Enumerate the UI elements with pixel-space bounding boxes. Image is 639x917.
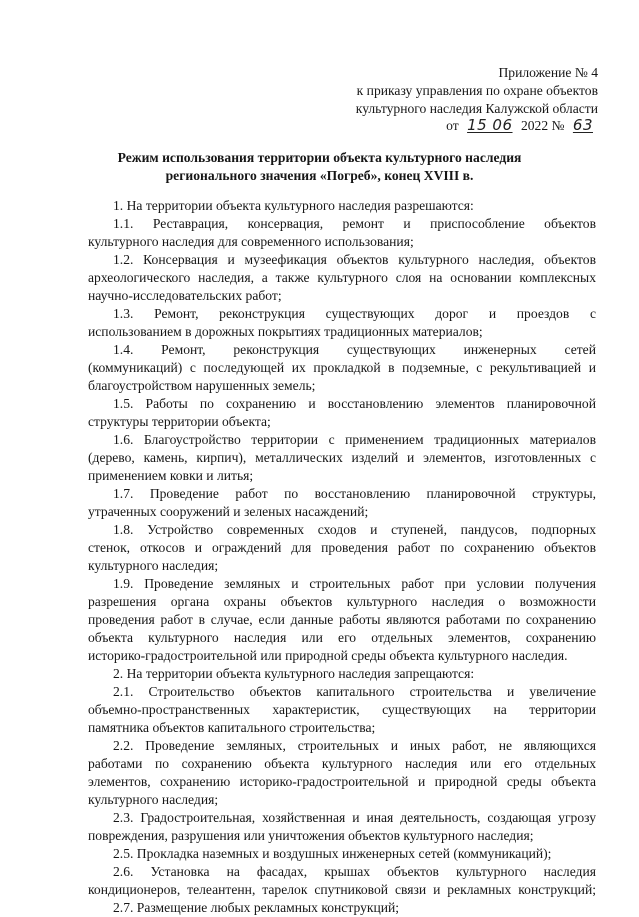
order-reference: к приказу управления по охране объектов <box>356 83 598 98</box>
date-year: 2022 № <box>520 118 565 133</box>
order-date-line <box>446 116 598 135</box>
document-title-line-1: Режим использования территории объекта культурного наследия <box>117 150 522 165</box>
section-2-heading: 2. На территории объекта культурного наследия запрещаются: <box>113 666 475 681</box>
appendix-number: Приложение № 4 <box>498 65 598 80</box>
document-title-line-2: регионального значения «Погреб», конец XVIII в. <box>165 168 474 183</box>
text-line: культурного наследия; <box>88 792 219 807</box>
text-line: 2.5. Прокладка наземных и воздушных инженерных сетей (коммуникаций); <box>113 846 552 861</box>
text-line: научно-исследовательских работ; <box>88 288 282 303</box>
text-line: 2.1. Строительство объектов капитального строительства и увеличение <box>113 684 596 699</box>
text-line: культурного наследия для современного использования; <box>88 234 414 249</box>
text-line: использованием в дорожных покрытиях традиционных материалов; <box>88 324 483 339</box>
text-line: 1.4. Ремонт, реконструкция существующих инженерных сетей <box>113 342 596 357</box>
text-line: 1.3. Ремонт, реконструкция существующих дорог и проездов с <box>113 306 596 321</box>
text-line: кондиционеров, телеантенн, тарелок спутниковой связи и рекламных конструкций; <box>88 882 596 897</box>
text-line: объекта культурного наследия или его отдельных элементов, сохранению <box>88 630 596 645</box>
text-line: культурного наследия; <box>88 558 219 573</box>
text-line: благоустройством нарушенных земель; <box>88 378 316 393</box>
text-line: 1.6. Благоустройство территории с применением традиционных материалов <box>113 432 596 447</box>
text-line: структуры территории объекта; <box>88 414 271 429</box>
authority-name: культурного наследия Калужской области <box>355 101 598 116</box>
text-line: 1.5. Работы по сохранению и восстановлению элементов планировочной <box>113 396 596 411</box>
handwritten-date: 15 06 <box>467 116 513 134</box>
text-line: проведения работ в случае, если данные работы являются работами по сохранению <box>88 612 596 627</box>
text-line: 2.7. Размещение любых рекламных конструкций; <box>113 900 400 915</box>
text-line: 2.3. Градостроительная, хозяйственная и иная деятельность, создающая угрозу <box>113 810 596 825</box>
text-line: историко-градостроительной или природной среды объекта культурного наследия. <box>88 648 568 663</box>
text-line: объемно-пространственных характеристик, существующих на территории <box>88 702 596 717</box>
text-line: 1.9. Проведение земляных и строительных работ при условии получения <box>113 576 596 591</box>
text-line: разрешения органа охраны объектов культурного наследия о возможности <box>88 594 596 609</box>
text-line: 1.7. Проведение работ по восстановлению планировочной структуры, <box>113 486 596 501</box>
section-1-heading: 1. На территории объекта культурного наследия разрешаются: <box>113 198 474 213</box>
text-line: утраченных сооружений и зеленых насаждений; <box>88 504 369 519</box>
text-line: памятника объектов капитального строительства; <box>88 720 376 735</box>
text-line: 2.2. Проведение земляных, строительных и иных работ, не являющихся <box>113 738 596 753</box>
text-line: элементов, сохранению историко-градостроительной и природной среды объекта <box>88 774 596 789</box>
text-line: 2.6. Установка на фасадах, крышах объектов культурного наследия <box>113 864 596 879</box>
text-line: работами по сохранению объекта культурного наследия или его отдельных <box>88 756 596 771</box>
text-line: 1.1. Реставрация, консервация, ремонт и приспособление объектов <box>113 216 596 231</box>
text-line: (коммуникаций) с последующей их прокладкой в подземные, с рекультивацией и <box>88 360 596 375</box>
text-line: применением ковки и литья; <box>88 468 254 483</box>
text-line: 1.2. Консервация и музеефикация объектов культурного наследия, объектов <box>113 252 596 267</box>
text-line: 1.8. Устройство современных сходов и ступеней, пандусов, подпорных <box>113 522 596 537</box>
text-line: археологического наследия, а также культурного слоя на основании комплексных <box>88 270 596 285</box>
handwritten-number: 63 <box>572 116 593 134</box>
text-line: повреждения, разрушения или уничтожения объектов культурного наследия; <box>88 828 534 843</box>
text-line: стенок, откосов и ограждений для проведения работ по сохранению объектов <box>88 540 596 555</box>
date-prefix: от <box>446 118 459 133</box>
text-line: (дерево, камень, кирпич), металлических изделий и элементов, изготовленных с <box>88 450 596 465</box>
